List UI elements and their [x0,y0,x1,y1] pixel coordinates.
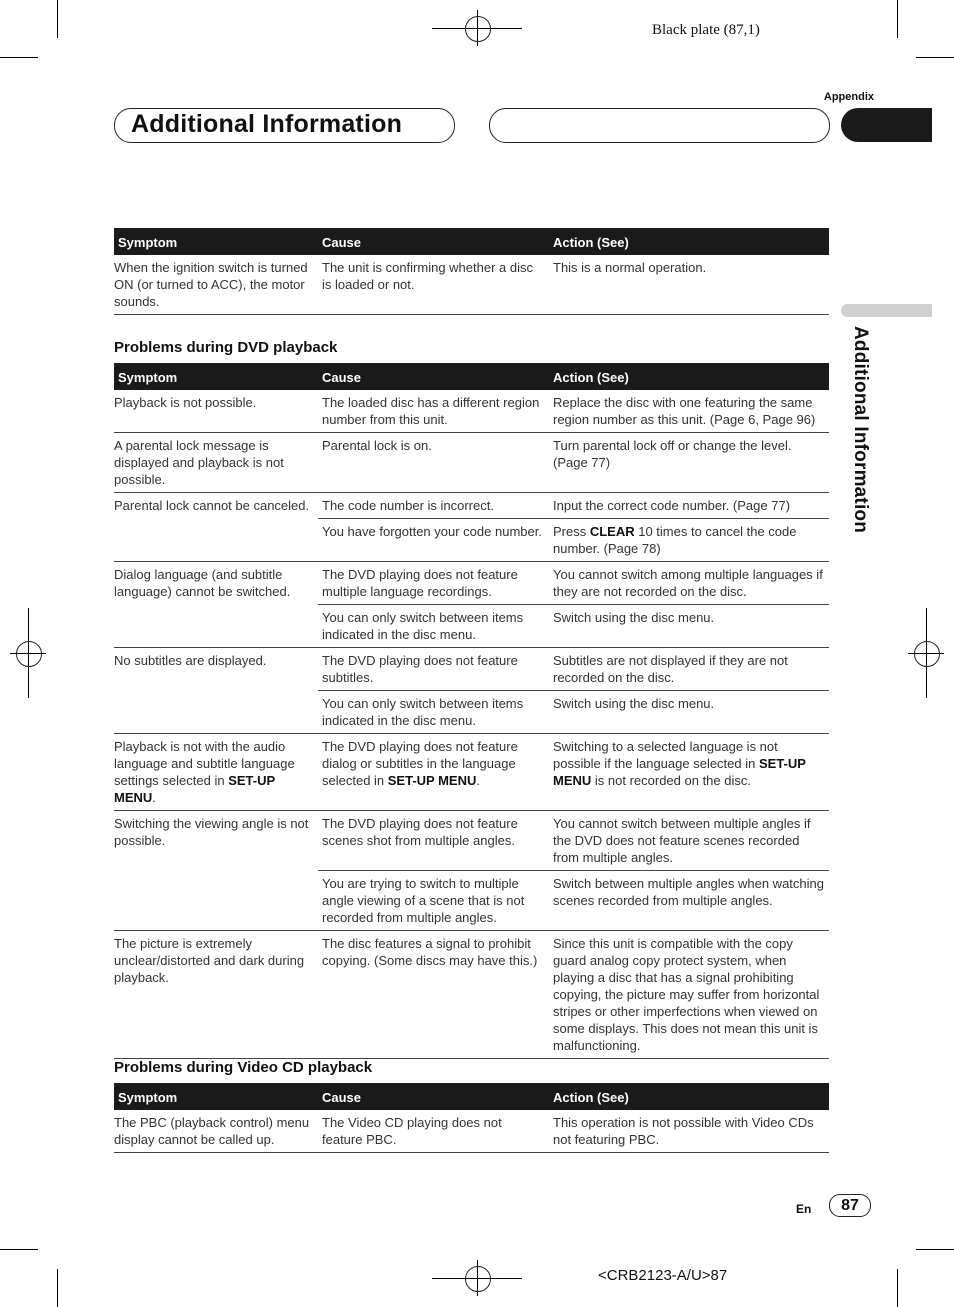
action-text: is not recorded on the disc. [591,773,751,788]
cause-cell: The disc features a signal to prohibit copying. (Some discs may have this.) [318,931,549,1059]
action-text: Switching to a selected language is not possible if the language selected in [553,739,778,771]
action-text: Press [553,524,590,539]
action-cell: Since this unit is compatible with the copy guard analog copy protect system, when playing a disc that has a signal prohibiting copying, the picture may suffer from horizontal stripes or other imperfections when viewed on some displays. This does not mean this unit is malfunctioning. [549,931,829,1059]
action-cell: Switch using the disc menu. [549,605,829,648]
symptom-header: Symptom [114,1083,318,1110]
action-cell: This is a normal operation. [549,255,829,315]
section-heading-dvd: Problems during DVD playback [114,339,338,356]
action-cell: Replace the disc with one featuring the same region number as this unit. (Page 6, Page 96) [549,390,829,433]
table-row [114,811,829,871]
crop-mark [57,0,58,38]
cause-cell: The unit is confirming whether a disc is loaded or not. [318,255,549,315]
cause-header: Cause [318,228,549,255]
symptom-cell: Parental lock cannot be canceled. [114,493,318,562]
blank-frame [489,108,830,143]
cause-header: Cause [318,363,549,390]
action-cell: Switch using the disc menu. [549,691,829,734]
crop-mark [57,1269,58,1307]
language-label: En [796,1202,812,1216]
symptom-cell [114,734,318,811]
crop-mark [916,57,954,58]
page-title: Additional Information [131,110,403,138]
action-cell [549,519,829,562]
setup-menu-label: SET-UP MENU [553,756,806,788]
dvd-table [114,363,829,1059]
page-number: 87 [829,1194,871,1217]
action-cell: You cannot switch among multiple languages if they are not recorded on the disc. [549,562,829,605]
cause-cell: The DVD playing does not feature scenes shot from multiple angles. [318,811,549,871]
registration-mark-icon [914,641,940,667]
crop-mark [897,1269,898,1307]
cause-cell [318,734,549,811]
symptom-cell: Playback is not possible. [114,390,318,433]
cause-cell: You have forgotten your code number. [318,519,549,562]
cause-cell: You are trying to switch to multiple angle viewing of a scene that is not recorded from multiple angles. [318,871,549,931]
cause-cell: The code number is incorrect. [318,493,549,519]
side-tab-marker [841,304,932,317]
action-text: 10 times to cancel the code number. (Page 78) [553,524,797,556]
registration-mark-icon [16,641,42,667]
action-cell: You cannot switch between multiple angles if the DVD does not feature scenes recorded from multiple angles. [549,811,829,871]
table-row [114,255,829,315]
cause-cell: The DVD playing does not feature multiple language recordings. [318,562,549,605]
appendix-label: Appendix [823,91,874,103]
action-cell: Turn parental lock off or change the level. (Page 77) [549,433,829,493]
symptom-text: Playback is not with the audio language and subtitle language settings selected in [114,739,295,788]
action-header: Action (See) [549,228,829,255]
action-cell [549,734,829,811]
table-row [114,493,829,519]
table-row [114,734,829,811]
cause-cell: The loaded disc has a different region number from this unit. [318,390,549,433]
symptom-cell: The picture is extremely unclear/distorted and dark during playback. [114,931,318,1059]
symptom-cell: A parental lock message is displayed and playback is not possible. [114,433,318,493]
symptom-cell: The PBC (playback control) menu display cannot be called up. [114,1110,318,1153]
table-row [114,390,829,433]
vcd-table [114,1083,829,1153]
document-code: <CRB2123-A/U>87 [598,1267,728,1284]
cause-cell: The DVD playing does not feature subtitles. [318,648,549,691]
cause-text: . [476,773,480,788]
table-header-row [114,1083,829,1110]
table-header-row [114,228,829,255]
symptom-cell: No subtitles are displayed. [114,648,318,734]
crop-mark [0,57,38,58]
symptom-cell: Switching the viewing angle is not possible. [114,811,318,931]
action-cell: This operation is not possible with Video CDs not featuring PBC. [549,1110,829,1153]
general-table [114,228,829,315]
symptom-cell: Dialog language (and subtitle language) cannot be switched. [114,562,318,648]
table-row [114,648,829,691]
cause-cell: The Video CD playing does not feature PBC. [318,1110,549,1153]
side-tab-label: Additional Information [850,326,871,534]
section-tab [841,108,932,142]
crop-mark [0,1249,38,1250]
registration-mark-icon [465,16,491,42]
cause-cell: You can only switch between items indicated in the disc menu. [318,605,549,648]
symptom-cell: When the ignition switch is turned ON (or turned to ACC), the motor sounds. [114,255,318,315]
table-row [114,1110,829,1153]
cause-header: Cause [318,1083,549,1110]
table-header-row [114,363,829,390]
section-heading-vcd: Problems during Video CD playback [114,1059,373,1076]
action-cell: Switch between multiple angles when watching scenes recorded from multiple angles. [549,871,829,931]
crop-mark [916,1249,954,1250]
setup-menu-label: SET-UP MENU [387,773,477,788]
action-cell: Input the correct code number. (Page 77) [549,493,829,519]
symptom-text: . [152,790,156,805]
crop-mark [897,0,898,38]
registration-mark-icon [465,1266,491,1292]
action-cell: Subtitles are not displayed if they are not recorded on the disc. [549,648,829,691]
setup-menu-label: SET-UP MENU [114,773,275,805]
action-header: Action (See) [549,363,829,390]
table-row [114,433,829,493]
cause-cell: Parental lock is on. [318,433,549,493]
action-header: Action (See) [549,1083,829,1110]
clear-key-label: CLEAR [589,524,635,539]
symptom-header: Symptom [114,363,318,390]
table-row [114,562,829,605]
table-row [114,931,829,1059]
cause-cell: You can only switch between items indicated in the disc menu. [318,691,549,734]
symptom-header: Symptom [114,228,318,255]
plate-label: Black plate (87,1) [652,22,760,38]
cause-text: The DVD playing does not feature dialog or subtitles in the language selected in [322,739,518,788]
